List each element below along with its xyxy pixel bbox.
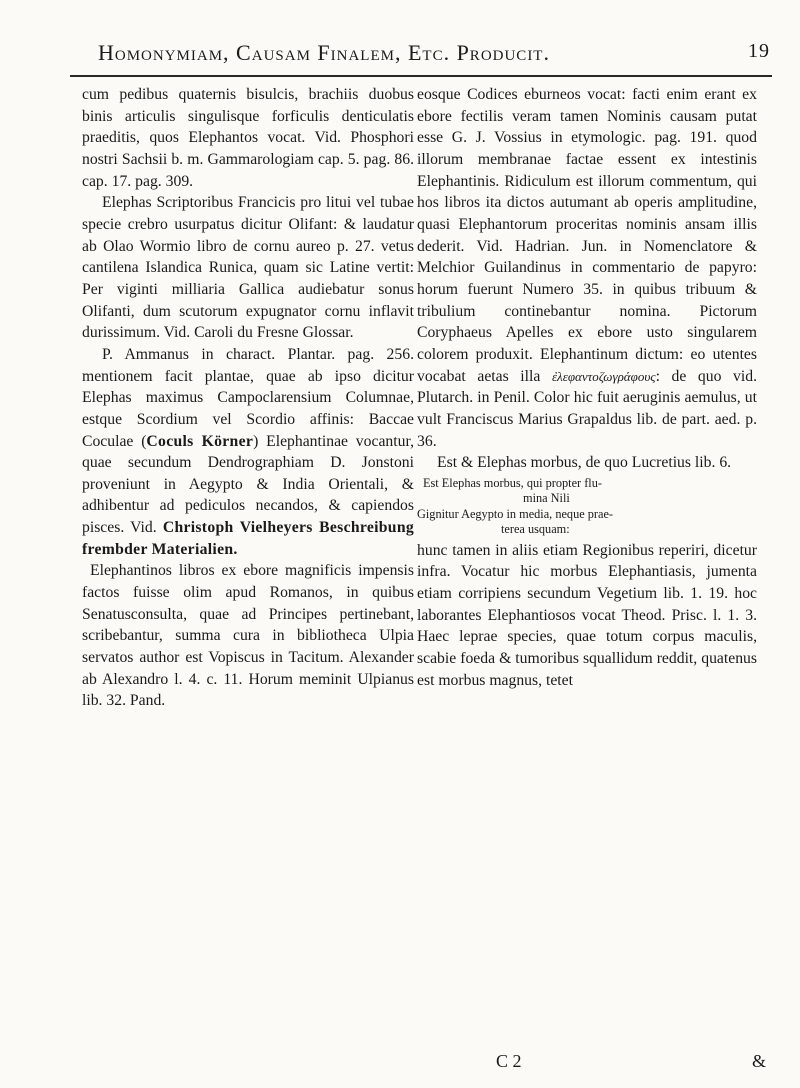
right-paragraph-2: Est & Elephas morbus, de quo Lucretius lib. 6. — [437, 454, 732, 472]
left-paragraph-3-text-b: ) Elephantinae vocantur, quae secundum Dendrographiam D. Jonstoni proveniunt in Aegypto & India Orientali, & adhibentur ad pediculos necandos, & capiendos pisces. Vid. — [82, 432, 414, 537]
page-number: 19 — [748, 40, 770, 62]
signature-mark: C 2 — [496, 1051, 522, 1071]
german-reference-vielheyer: Christoph Vielheyers Beschreibung frembder Materialien. — [82, 519, 414, 558]
right-paragraph-1 — [417, 84, 757, 452]
left-paragraph-3 — [82, 344, 414, 561]
page-footer — [496, 1051, 766, 1075]
right-column — [417, 84, 757, 691]
left-paragraph-2: Elephas Scriptoribus Francicis pro litui vel tubae specie crebro usurpatus dicitur Olifant: & laudatur ab Olao Wormio libro de cornu aureo p. 27. vetus cantilena Islandica Runica, quam sic Latine vertit: Per viginti milliaria Gallica audiebatur sonus Olifanti, dum scutorum expugnator cornu inflavit durissimum. Vid. Caroli du Fresne Glossar. — [82, 194, 414, 342]
right-paragraph-1-text-b: : de quo vid. Plutarch. in Penil. Color hic fuit aeruginis aemulus, ut vult Franciscus Marius Grapaldus lib. de part. aed. p. 36. — [417, 367, 758, 450]
running-header — [70, 38, 770, 72]
left-paragraph-1: cum pedibus quaternis bisulcis, brachiis duobus binis articulis singulisque forficulis denticulatis praeditis, quos Elephantos vocat. Vid. Phosphori nostri Sachsii b. m. Gammarologiam cap. 5. pag. 86. cap. 17. pag. 309. — [82, 86, 414, 190]
running-title: Homonymiam, Causam Finalem, Etc. Producit. — [98, 40, 550, 65]
verse-line: Gignitur Aegypto in media, neque prae- — [417, 506, 614, 521]
lucretius-quotation — [417, 476, 757, 538]
verse-line: terea usquam: — [501, 522, 570, 537]
left-paragraph-4: Elephantinos libros ex ebore magnificis impensis factos fuisse olim apud Romanos, in quibus Senatusconsulta, quae ad Principes pertinebant, scribebantur, summa cura in bibliotheca Ulpia servatos author est Vopiscus in Tacitum. Alexander ab Alexandro l. 4. c. 11. Horum meminit Ulpianus lib. 32. Pand. — [82, 562, 414, 710]
verse-line: mina Nili — [523, 491, 570, 506]
left-column — [82, 84, 414, 712]
german-gloss-coculs: Coculs Körner — [146, 432, 254, 450]
verse-line: Est Elephas morbus, qui propter flu- — [423, 475, 602, 490]
header-rule — [70, 75, 772, 77]
right-paragraph-3: hunc tamen in aliis etiam Regionibus reperiri, dicetur infra. Vocatur hic morbus Elephantiasis, jumenta etiam corripiens secundum Vegetium lib. 1. 19. hoc laborantes Elephantiosos vocat Theod. Prisc. l. 1. 3. Haec leprae species, quae totum corpus maculis, scabie foeda & tumoribus squallidum reddit, quatenus est morbus magnus, tetet — [417, 541, 757, 689]
right-paragraph-1-text-a: eosque Codices eburneos vocat: facti enim erant ex ebore fectilis veram tamen Nominis causam putat esse G. J. Vossius in etymologic. pag. 191. quod illorum membranae factae essent ex intestinis Elephantinis. Ridiculum est illorum commentum, qui hos libros ita dictos autumant ab operis amplitudine, quasi Elephantorum proceritas nominis ansam illis dederit. Vid. Hadrian. Jun. in Nomenclatore & Melchior Guilandinus in commentario de papyro: horum fuerunt Numero 35. in quibus tribuum & tribulium continebantur nomina. Pictorum Coryphaeus Apelles ex ebore usto singularem colorem produxit. Elephantinum dictum: eo utentes vocabat aetas illa — [417, 86, 757, 385]
greek-word: ἐλεφαντοζωγράφους — [551, 368, 656, 384]
catchword: & — [751, 1051, 766, 1071]
left-paragraph-3-text-a: P. Ammanus in charact. Plantar. pag. 256. mentionem facit plantae, quae ab ipso dicitur Elephas maximus Campoclarensium Columnae, estque Scordium vel Scordio affinis: Baccae Coculae ( — [82, 345, 414, 450]
